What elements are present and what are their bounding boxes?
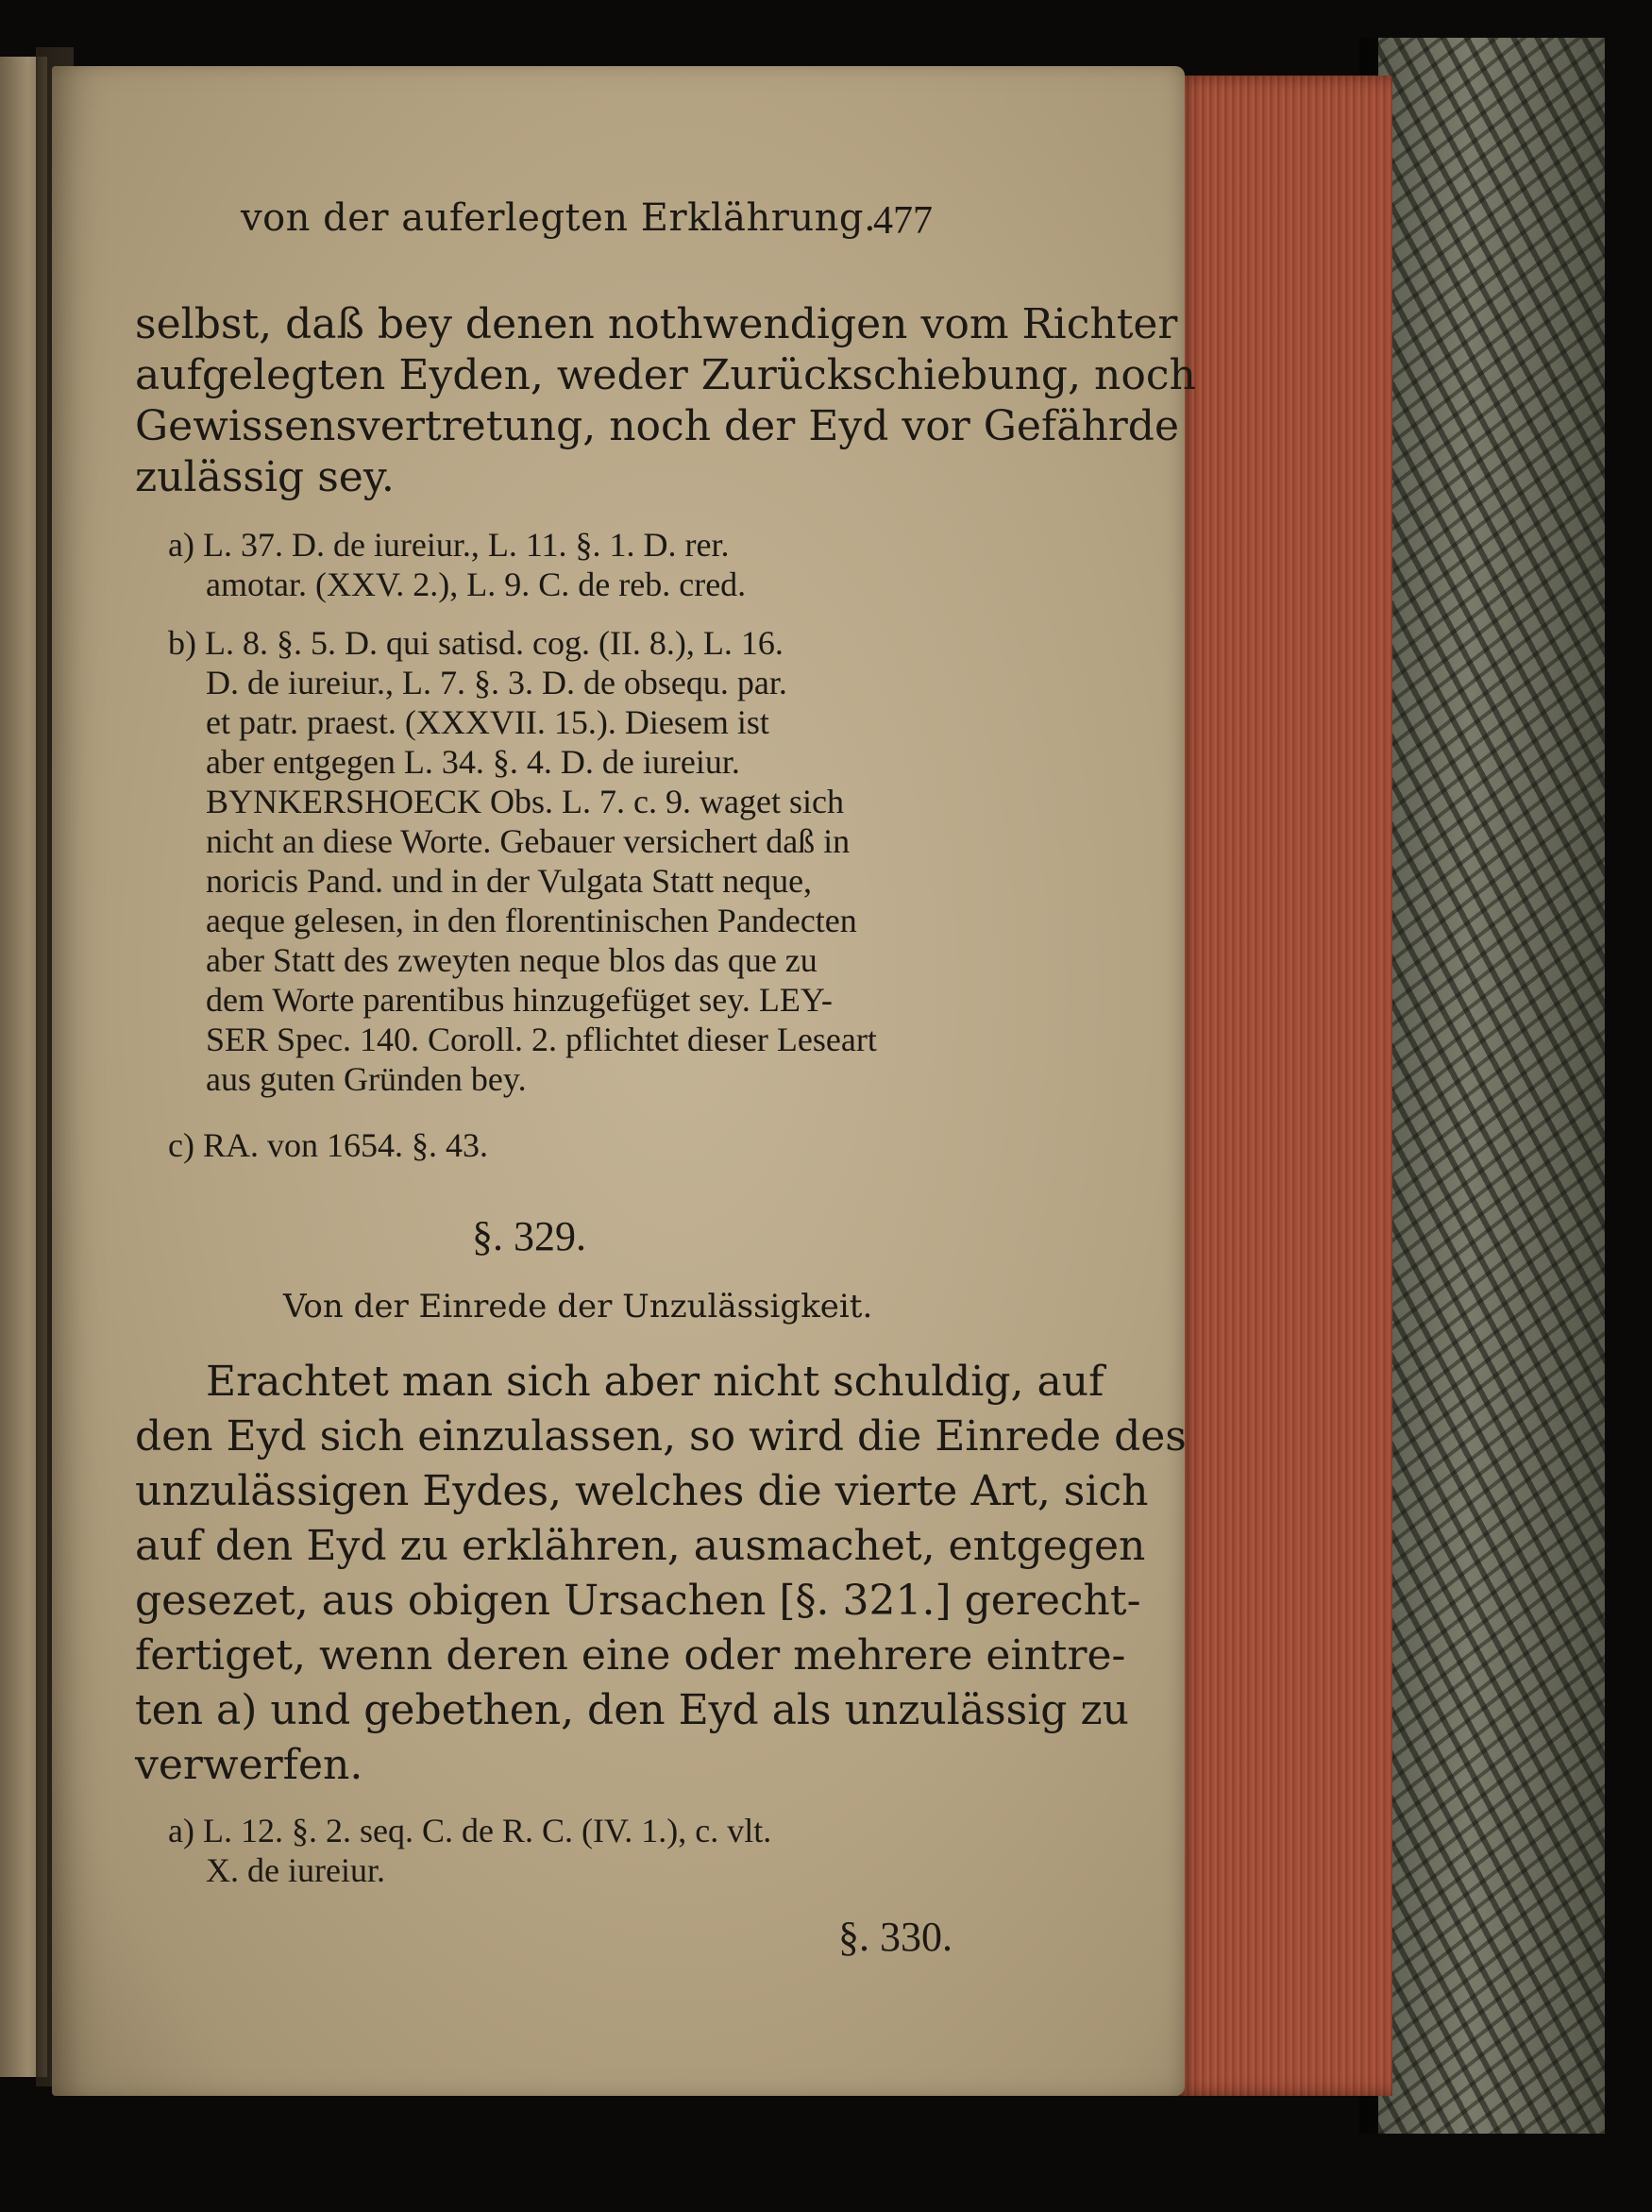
body-line: selbst, daß bey denen nothwendigen vom Richter	[135, 300, 1178, 348]
footnote-line: D. de iureiur., L. 7. §. 3. D. de obsequ. par.	[206, 664, 787, 701]
footnote-line: noricis Pand. und in der Vulgata Statt neque,	[206, 862, 813, 900]
page-number: 477	[873, 199, 933, 243]
body-line: ten a) und gebethen, den Eyd als unzulässig zu	[135, 1686, 1129, 1734]
body-line: unzulässigen Eydes, welches die vierte Art, sich	[135, 1467, 1149, 1515]
body-line: aufgelegten Eyden, weder Zurückschiebung, noch	[135, 351, 1196, 399]
body-line: Gewissensvertretung, noch der Eyd vor Gefährde	[135, 402, 1180, 450]
footnote-line: SER Spec. 140. Coroll. 2. pflichtet dieser Leseart	[206, 1021, 877, 1058]
footnote-line: aber entgegen L. 34. §. 4. D. de iureiur.	[206, 743, 740, 781]
footnote-line: nicht an diese Worte. Gebauer versichert daß in	[206, 822, 851, 860]
section-number: §. 329.	[472, 1213, 586, 1259]
marbled-cover-board	[1378, 38, 1605, 2134]
footnote-line: c) RA. von 1654. §. 43.	[168, 1126, 488, 1164]
footnote-line: et patr. praest. (XXXVII. 15.). Diesem ist	[206, 703, 769, 741]
body-line: zulässig sey.	[135, 453, 395, 501]
body-line: verwerfen.	[135, 1741, 363, 1789]
footnote-line: b) L. 8. §. 5. D. qui satisd. cog. (II. 8.), L. 16.	[168, 624, 784, 662]
body-line: Erachtet man sich aber nicht schuldig, auf	[206, 1358, 1104, 1406]
footnote-line: X. de iureiur.	[206, 1851, 385, 1889]
footnote-line: aeque gelesen, in den florentinischen Pandecten	[206, 902, 857, 939]
body-line: den Eyd sich einzulassen, so wird die Einrede des	[135, 1412, 1187, 1461]
footnote-line: a) L. 37. D. de iureiur., L. 11. §. 1. D. rer.	[168, 526, 730, 564]
footnote-line: a) L. 12. §. 2. seq. C. de R. C. (IV. 1.), c. vlt.	[168, 1812, 772, 1849]
footnote-line: BYNKERSHOECK Obs. L. 7. c. 9. waget sich	[206, 783, 844, 820]
running-head: von der auferlegten Erklährung.	[241, 196, 877, 240]
body-line: auf den Eyd zu erklähren, ausmachet, entgegen	[135, 1522, 1146, 1570]
footnote-line: dem Worte parentibus hinzugefüget sey. LEY-	[206, 981, 833, 1019]
body-line: fertiget, wenn deren eine oder mehrere eintre-	[135, 1631, 1126, 1680]
footnote-line: amotar. (XXV. 2.), L. 9. C. de reb. cred.	[206, 566, 747, 603]
page-edges	[1175, 76, 1392, 2096]
footnote-line: aus guten Gründen bey.	[206, 1060, 527, 1098]
section-title: Von der Einrede der Unzulässigkeit.	[283, 1288, 873, 1326]
catchword: §. 330.	[838, 1914, 952, 1960]
footnote-line: aber Statt des zweyten neque blos das que zu	[206, 941, 818, 979]
body-line: gesezet, aus obigen Ursachen [§. 321.] gerecht-	[135, 1577, 1141, 1625]
